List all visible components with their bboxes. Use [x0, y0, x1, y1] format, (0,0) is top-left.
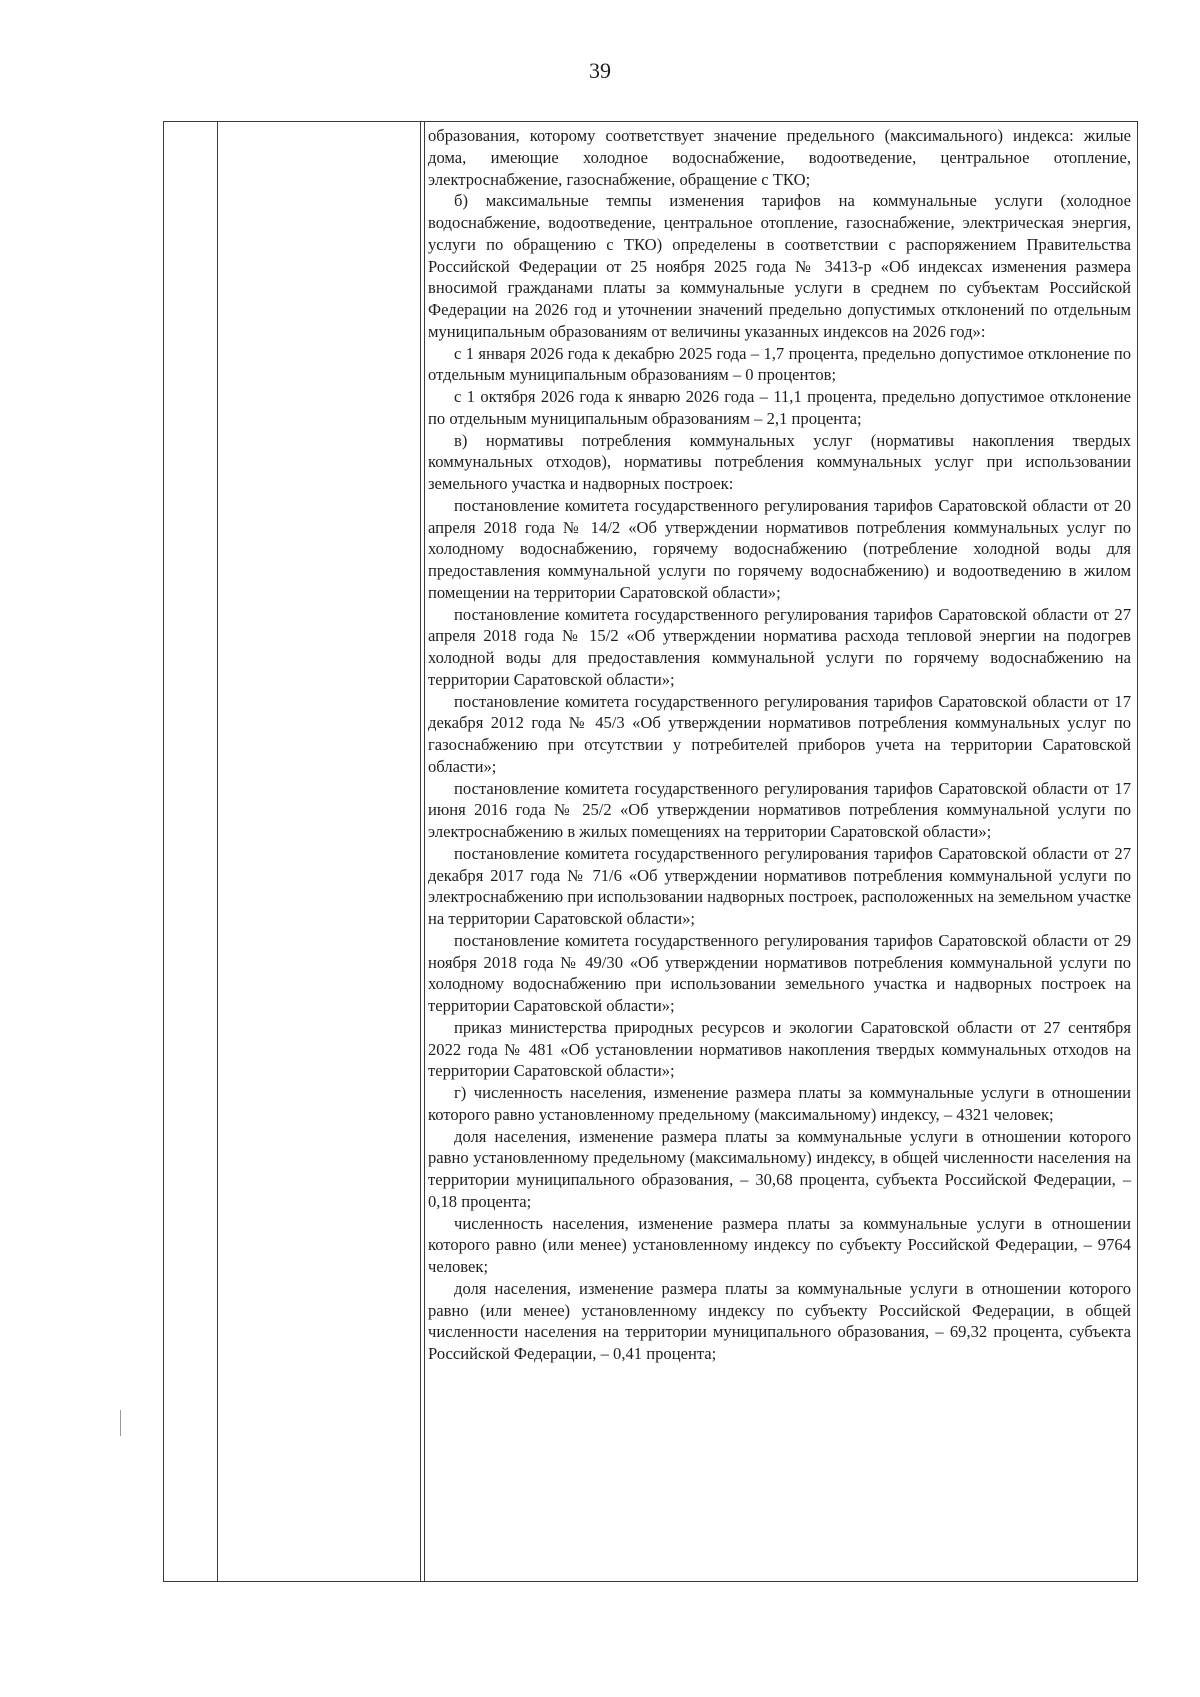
paragraph: г) численность населения, изменение размера платы за коммунальные услуги в отношении которого равно установленному предельному (максимальному) индексу, – 4321 человек; [428, 1083, 1131, 1124]
paragraph: приказ министерства природных ресурсов и экологии Саратовской области от 27 сентября 2022 года № 481 «Об установлении нормативов накопления твердых коммунальных отходов на территории Саратовской области»; [428, 1017, 1131, 1081]
scan-artifact [120, 1410, 121, 1436]
paragraph: постановление комитета государственного регулирования тарифов Саратовской области от 17 декабря 2012 года № 45/3 «Об утверждении нормативов потребления коммунальных услуг по газоснабжению при отсутствии у потребителей приборов учета на территории Саратовской области»; [428, 691, 1131, 776]
paragraph: с 1 января 2026 года к декабрю 2025 года – 1,7 процента, предельно допустимое отклонение по отдельным муниципальным образованиям – 0 процентов; [428, 343, 1131, 385]
paragraph: постановление комитета государственного регулирования тарифов Саратовской области от 20 апреля 2018 года № 14/2 «Об утверждении нормативов потребления коммунальных услуг по холодному водоснабжению, горячему водоснабжению (потребление холодной воды для предоставления коммунальной услуги по горячему водоснабжению) и водоотведению в жилом помещении на территории Саратовской области»; [428, 495, 1131, 602]
paragraph: доля населения, изменение размера платы за коммунальные услуги в отношении которого равно установленному предельному (максимальному) индексу, в общей численности населения на территории муниципального образования, – 30,68 процента, субъекта Российской Федерации, – 0,18 процента; [428, 1126, 1131, 1211]
paragraph: постановление комитета государственного регулирования тарифов Саратовской области от 29 ноября 2018 года № 49/30 «Об утверждении нормативов потребления коммунальной услуги по холодному водоснабжению при использовании земельного участка и надворных построек на территории Саратовской области»; [428, 930, 1131, 1015]
page-number: 39 [589, 58, 611, 83]
column-divider [424, 122, 425, 1581]
paragraph: постановление комитета государственного регулирования тарифов Саратовской области от 27 декабря 2017 года № 71/6 «Об утверждении нормативов потребления коммунальной услуги по электроснабжению при использовании надворных построек, расположенных на земельном участке на территории Саратовской области»; [428, 843, 1131, 928]
column-divider [217, 122, 218, 1581]
column-divider [420, 122, 421, 1581]
paragraph: доля населения, изменение размера платы за коммунальные услуги в отношении которого равно (или менее) установленному индексу по субъекту Российской Федерации, в общей численности населения на территории муниципального образования, – 69,32 процента, субъекта Российской Федерации, – 0,41 процента; [428, 1278, 1131, 1363]
table-text-cell [428, 125, 1131, 1579]
paragraph: в) нормативы потребления коммунальных услуг (нормативы накопления твердых коммунальных отходов), нормативы потребления коммунальных услуг при использовании земельного участка и надворных построек: [428, 430, 1131, 493]
paragraph: постановление комитета государственного регулирования тарифов Саратовской области от 17 июня 2016 года № 25/2 «Об утверждении нормативов потребления коммунальной услуги по электроснабжению в жилых помещениях на территории Саратовской области»; [428, 778, 1131, 841]
paragraph: образования, которому соответствует значение предельного (максимального) индекса: жилые дома, имеющие холодное водоснабжение, водоотведение, центральное отопление, электроснабжение, газоснабжение, обращение с ТКО; [428, 126, 1131, 189]
document-table [163, 121, 1138, 1582]
paragraph: с 1 октября 2026 года к январю 2026 года – 11,1 процента, предельно допустимое отклонение по отдельным муниципальным образованиям – 2,1 процента; [428, 387, 1131, 428]
paragraph: б) максимальные темпы изменения тарифов на коммунальные услуги (холодное водоснабжение, водоотведение, центральное отопление, газоснабжение, электрическая энергия, услуги по обращению с ТКО) определены в соответствии с распоряжением Правительства Российской Федерации от 25 ноября 2025 года № 3413-р «Об индексах изменения размера вносимой гражданами платы за коммунальные услуги в среднем по субъектам Российской Федерации на 2026 год и уточнении значений предельно допустимых отклонений по отдельным муниципальным образованиям от величины указанных индексов на 2026 год»: [428, 191, 1131, 341]
paragraph: численность населения, изменение размера платы за коммунальные услуги в отношении которого равно (или менее) установленному индексу по субъекту Российской Федерации, – 9764 человек; [428, 1213, 1131, 1276]
paragraph: постановление комитета государственного регулирования тарифов Саратовской области от 27 апреля 2018 года № 15/2 «Об утверждении норматива расхода тепловой энергии на подогрев холодной воды для предоставления коммунальной услуги по горячему водоснабжению на территории Саратовской области»; [428, 604, 1131, 689]
